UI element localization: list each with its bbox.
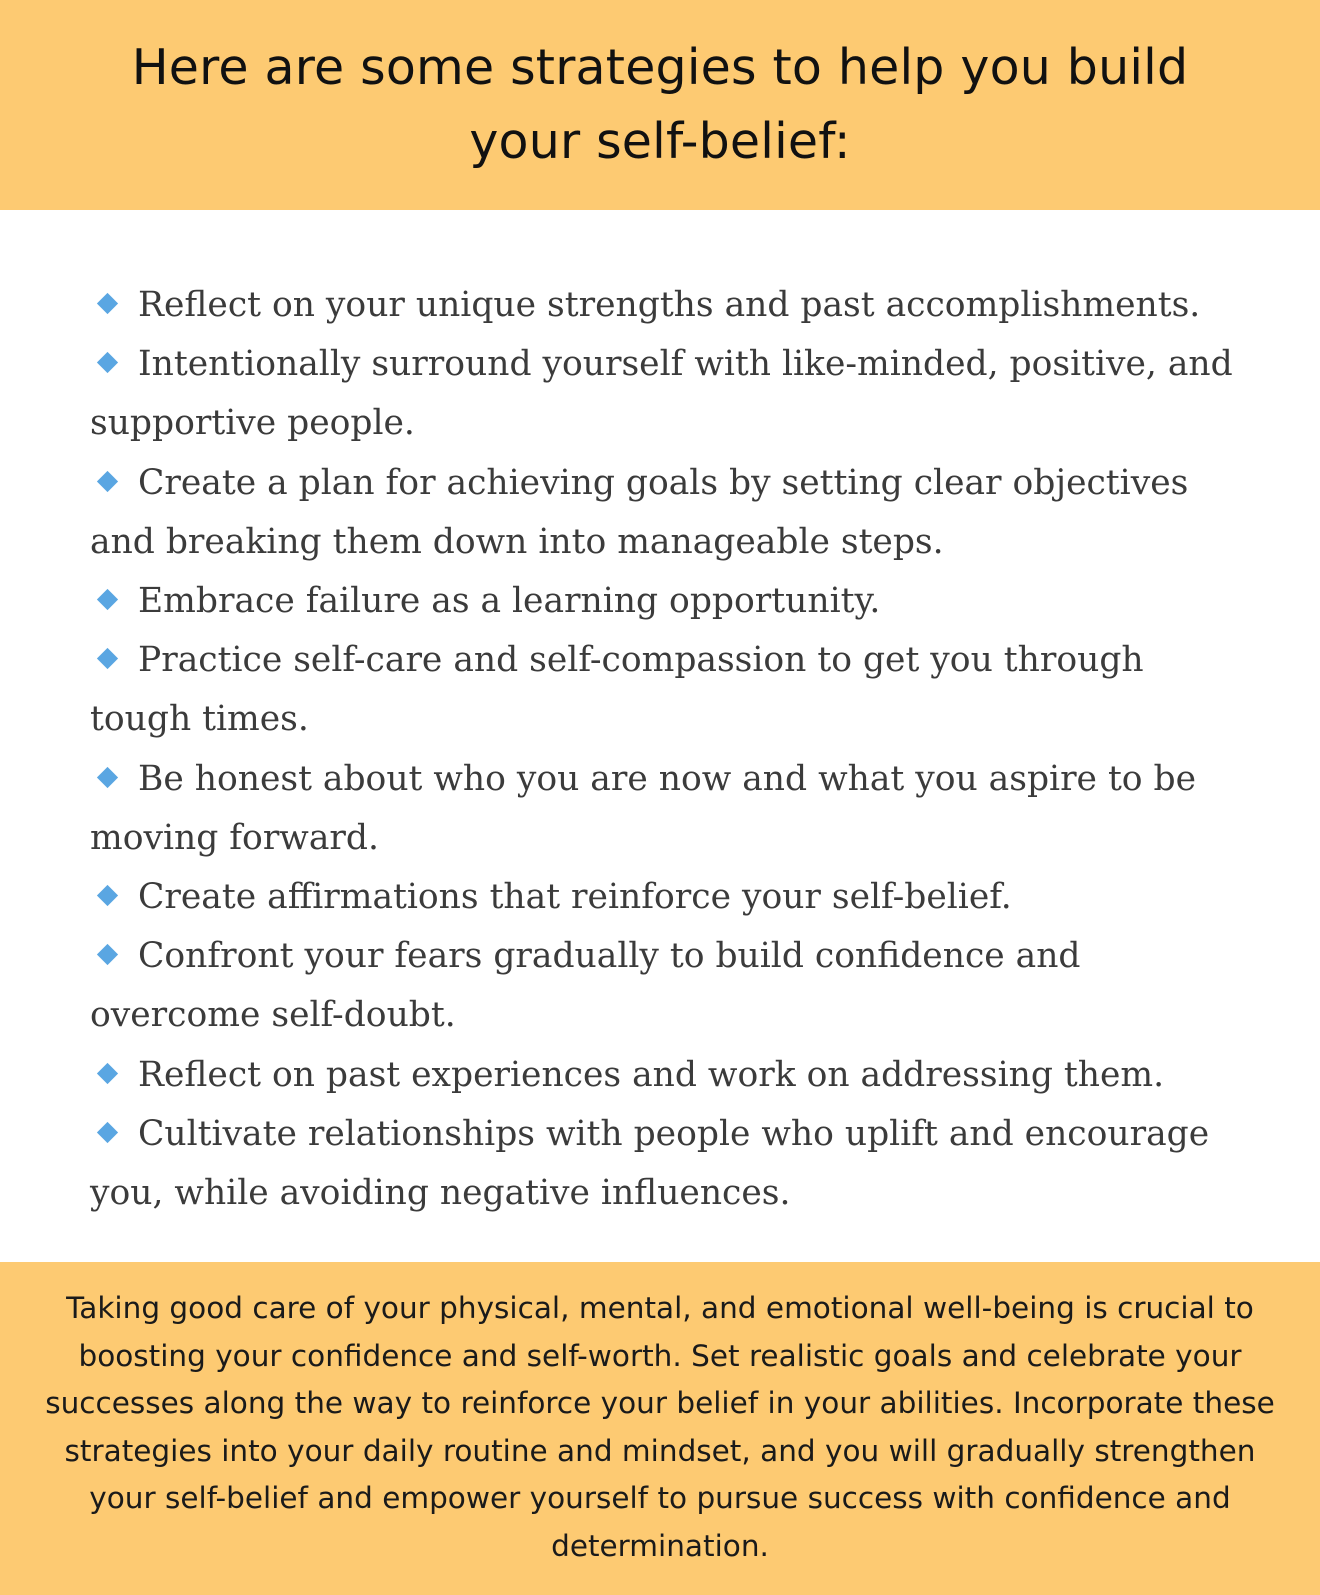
strategy-item bbox=[90, 276, 1240, 335]
strategy-item bbox=[90, 335, 1240, 453]
strategy-item bbox=[90, 1105, 1240, 1223]
diamond-bullet-icon bbox=[97, 352, 118, 373]
strategy-item bbox=[90, 750, 1240, 868]
strategy-list bbox=[90, 276, 1240, 1223]
strategy-text: Create affirmations that reinforce your self-belief. bbox=[138, 877, 1012, 918]
strategy-text: Reflect on your unique strengths and past accomplishments. bbox=[138, 285, 1201, 325]
footer-banner bbox=[0, 1262, 1320, 1595]
diamond-bullet-icon bbox=[97, 1063, 118, 1084]
page-title: Here are some strategies to help you build your self-belief: bbox=[131, 39, 1189, 170]
diamond-bullet-icon bbox=[97, 589, 118, 610]
diamond-bullet-icon bbox=[97, 471, 118, 492]
strategy-item bbox=[90, 868, 1240, 927]
strategy-text: Intentionally surround yourself with like-minded, positive, and supportive people. bbox=[90, 344, 1233, 444]
strategy-item bbox=[90, 927, 1240, 1045]
strategy-item bbox=[90, 572, 1240, 631]
strategy-text: Confront your fears gradually to build confidence and overcome self-doubt. bbox=[90, 936, 1081, 1036]
header-banner bbox=[0, 0, 1320, 210]
strategy-item bbox=[90, 1046, 1240, 1105]
strategy-text: Embrace failure as a learning opportunity. bbox=[138, 581, 881, 622]
strategy-text: Be honest about who you are now and what you aspire to be moving forward. bbox=[90, 758, 1197, 858]
diamond-bullet-icon bbox=[97, 944, 118, 965]
diamond-bullet-icon bbox=[97, 885, 118, 906]
diamond-bullet-icon bbox=[97, 1122, 118, 1143]
diamond-bullet-icon bbox=[97, 648, 118, 669]
strategy-item bbox=[90, 631, 1240, 749]
strategy-text: Create a plan for achieving goals by setting clear objectives and breaking them down into manageable steps. bbox=[90, 462, 1189, 562]
strategy-item bbox=[90, 454, 1240, 572]
diamond-bullet-icon bbox=[97, 293, 118, 314]
strategy-text: Cultivate relationships with people who uplift and encourage you, while avoiding negative influences. bbox=[90, 1113, 1210, 1214]
strategy-text: Practice self-care and self-compassion to get you through tough times. bbox=[90, 640, 1144, 740]
footer-paragraph: Taking good care of your physical, mental, and emotional well-being is crucial to boosting your confidence and self-worth. Set realistic goals and celebrate your successes along the way to reinforce your belief in your abilities. Incorporate these strategies into your daily routine and mindset, and you will gradually strengthen your self-belief and empower yourself to pursue success with confidence and determination. bbox=[45, 1291, 1275, 1563]
strategy-text: Reflect on past experiences and work on addressing them. bbox=[138, 1054, 1165, 1095]
diamond-bullet-icon bbox=[97, 767, 118, 788]
